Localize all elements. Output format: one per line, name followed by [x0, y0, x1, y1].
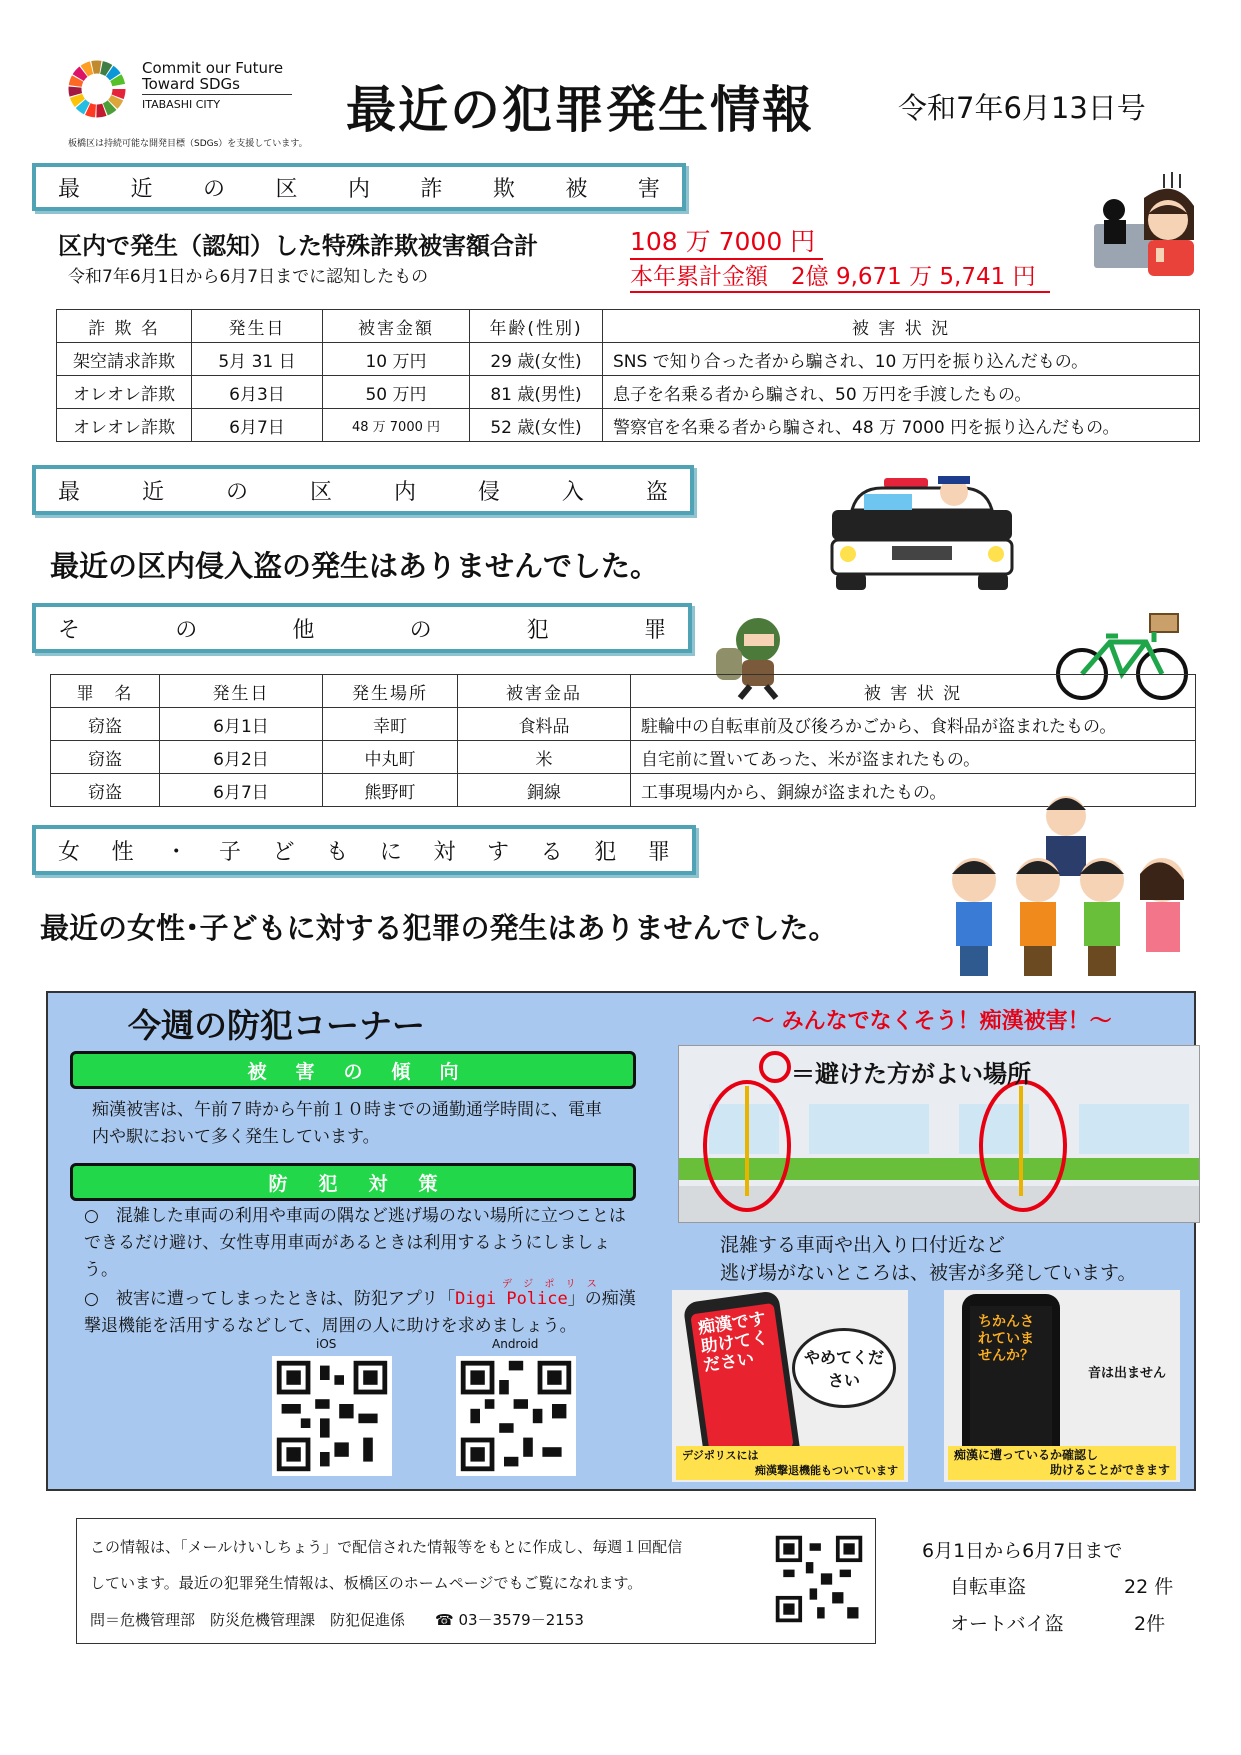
- footer-line-1: この情報は、「メールけいしちょう」で配信された情報等をもとに作成し、毎週１回配信: [90, 1538, 683, 1556]
- android-qr-code[interactable]: [456, 1356, 576, 1476]
- footer-line-2: しています。最近の犯罪発生情報は、板橋区のホームページでもご覧になれます。: [90, 1574, 643, 1592]
- other-crimes-heading: そ の 他 の 犯 罪: [32, 603, 692, 653]
- issue-date: 令和7年6月13日号: [898, 91, 1146, 125]
- logo-line1: Commit our Future: [142, 59, 284, 77]
- train-caption-2: 逃げ場がないところは、被害が多発しています。: [720, 1262, 1137, 1284]
- trend-bar: 被 害 の 傾 向: [70, 1051, 636, 1089]
- table-row: 窃盗 6月7日 熊野町 銅線 工事現場内から、銅線が盗まれたもの。: [51, 774, 1196, 807]
- phone2-screen-text: ちかんされていませんか？: [970, 1306, 1052, 1446]
- phone1-screen-text: 痴漢です助けてください: [690, 1303, 794, 1459]
- sdgs-wheel-icon: [66, 58, 128, 120]
- stat-bicycle-label: 自転車盗: [950, 1576, 1027, 1598]
- phone-alert-illustration: [672, 1290, 908, 1482]
- measures-bar: 防 犯 対 策: [70, 1163, 636, 1201]
- table-header-row: 罪 名 発生日 発生場所 被害金品 被 害 状 況: [51, 675, 1196, 708]
- phone2-note: 音は出ません: [1088, 1366, 1167, 1381]
- fraud-total-amount: 108 万 7000 円: [630, 222, 823, 260]
- logo-line2: Toward SDGs: [142, 75, 240, 93]
- fraud-table: [56, 309, 1200, 442]
- app-ruby: デ ジ ポ リ ス: [502, 1279, 601, 1290]
- app-name: Digi Police: [455, 1289, 568, 1309]
- fraud-year-total: 本年累計金額 2億 9,671 万 5,741 円: [630, 258, 1050, 293]
- police-car-illustration: [822, 470, 1022, 594]
- train-illustration: [678, 1045, 1200, 1223]
- qr-code-icon: [772, 1532, 866, 1626]
- fraud-total-label: 区内で発生（認知）した特殊詐欺被害額合計: [58, 232, 538, 260]
- sdgs-logo: [66, 54, 296, 144]
- table-row: 架空請求詐欺 5月 31 日 10 万円 29 歳(女性) SNS で知り合った者から騙され、10 万円を振り込んだもの。: [57, 343, 1200, 376]
- stat-bicycle-value: 22 件: [1124, 1576, 1174, 1598]
- page-title: 最近の犯罪発生情報: [346, 81, 814, 139]
- qr-code-icon: [272, 1356, 392, 1476]
- phone1-caption-2: 痴漢撃退機能もついています: [755, 1464, 898, 1477]
- measure-1: ○ 混雑した車両の利用や車両の隅など逃げ場のない場所に立つことはできるだけ避け、女性専用車両があるときは利用するようにしましょう。: [84, 1206, 626, 1280]
- train-caption-1: 混雑する車両や出入り口付近など: [720, 1234, 1006, 1256]
- stats-period: 6月1日から6月7日まで: [922, 1540, 1123, 1562]
- phone1-caption-1: デジポリスには: [682, 1449, 759, 1462]
- table-row: オレオレ詐欺 6月3日 50 万円 81 歳(男性) 息子を名乗る者から騙され、50 万円を手渡したもの。: [57, 376, 1200, 409]
- children-cheering-illustration: [934, 788, 1196, 988]
- burglary-heading: 最 近 の 区 内 侵 入 盗: [32, 465, 694, 515]
- trend-text: 痴漢被害は、午前７時から午前１０時までの通勤通学時間に、電車内や駅において多く発生しています。: [92, 1100, 602, 1147]
- table-row: 窃盗 6月1日 幸町 食料品 駐輪中の自転車前及び後ろかごから、食料品が盗まれたもの。: [51, 708, 1196, 741]
- corner-title: 今週の防犯コーナー: [128, 1006, 425, 1045]
- ios-label: iOS: [316, 1337, 337, 1351]
- android-label: Android: [492, 1337, 539, 1351]
- table-row: 窃盗 6月2日 中丸町 米 自宅前に置いてあった、米が盗まれたもの。: [51, 741, 1196, 774]
- fraud-heading: 最 近 の 区 内 詐 欺 被 害: [32, 163, 686, 211]
- stat-motorcycle-value: 2件: [1134, 1613, 1166, 1635]
- stat-motorcycle-label: オートバイ盗: [950, 1613, 1064, 1635]
- burglary-message: 最近の区内侵入盗の発生はありませんでした。: [50, 549, 660, 583]
- women-children-message: 最近の女性･子どもに対する犯罪の発生はありませんでした。: [40, 911, 838, 945]
- measure-2: ○ 被害に遭ってしまったときは、防犯アプリ「Digi Police」の痴漢撃退機能を活用するなどして、周囲の人に助けを求めましょう。: [84, 1289, 636, 1336]
- table-row: オレオレ詐欺 6月7日 48 万 7000 円 52 歳(女性) 警察官を名乗る者から騙され、48 万 7000 円を振り込んだもの。: [57, 409, 1200, 442]
- ios-qr-code[interactable]: [272, 1356, 392, 1476]
- phone2-caption-2: 助けることができます: [1049, 1463, 1170, 1477]
- footer-qr-code[interactable]: [772, 1532, 866, 1626]
- logo-line3: ITABASHI CITY: [142, 98, 221, 111]
- corner-slogan: ～ みんなでなくそう！痴漢被害！～: [752, 1009, 1112, 1034]
- table-header-row: 詐 欺 名 発生日 被害金額 年齢(性別) 被 害 状 況: [57, 310, 1200, 343]
- qr-code-icon: [456, 1356, 576, 1476]
- train-legend: ＝避けた方がよい場所: [791, 1060, 1031, 1088]
- fraud-victim-illustration: [1086, 168, 1204, 278]
- fraud-period: 令和7年6月1日から6月7日までに認知したもの: [68, 267, 429, 287]
- phone2-caption-1: 痴漢に遭っているか確認し: [954, 1448, 1099, 1462]
- footer-contact: 問＝危機管理部 防災危機管理課 防犯促進係 ☎ 03－3579－2153: [90, 1611, 584, 1629]
- phone-check-illustration: [944, 1290, 1180, 1482]
- phone1-bubble: やめてください: [792, 1328, 896, 1408]
- logo-caption: 板橋区は持続可能な開発目標（SDGs）を支援しています。: [68, 139, 308, 149]
- women-children-heading: 女 性 ・ 子 ど も に 対 す る 犯 罪: [32, 825, 696, 875]
